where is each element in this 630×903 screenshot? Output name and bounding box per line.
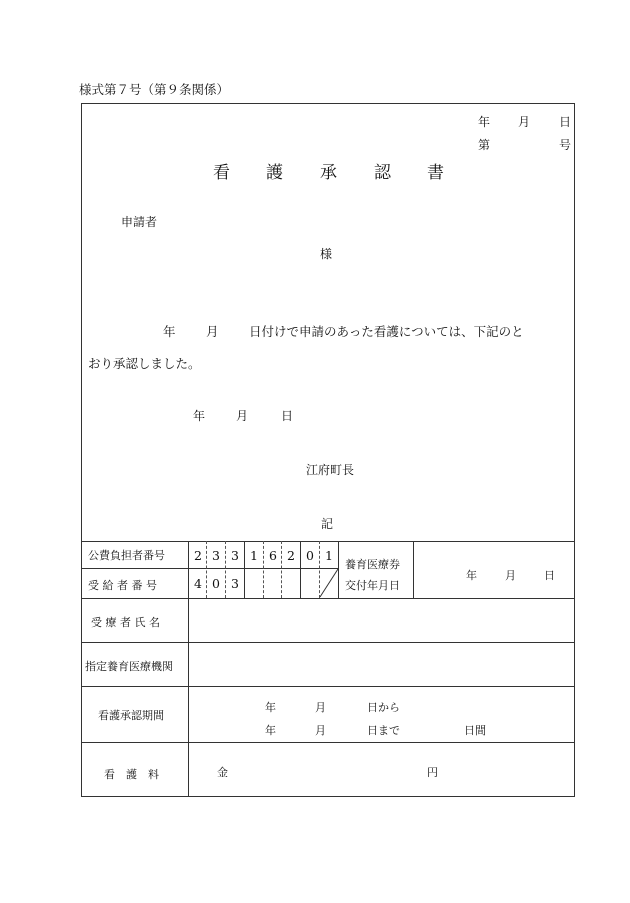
period-days: 日間 xyxy=(464,724,486,737)
recipient-digit: 0 xyxy=(212,576,220,591)
honorific: 様 xyxy=(320,247,333,261)
row-rule-1 xyxy=(81,598,575,599)
recipient-number-label: 受 給 者 番 号 xyxy=(88,579,157,592)
issue-month: 月 xyxy=(236,409,249,423)
period-from-month: 月 xyxy=(315,701,326,714)
issuer-name: 江府町長 xyxy=(306,463,355,477)
voucher-label-line1: 養育医療券 xyxy=(345,558,400,571)
payer-digit: 2 xyxy=(194,548,202,563)
header-number-suffix: 号 xyxy=(559,138,572,152)
header-number-prefix: 第 xyxy=(478,138,491,152)
body-line2: おり承認しました。 xyxy=(88,356,201,371)
body-year: 年 xyxy=(163,324,176,339)
ki-heading: 記 xyxy=(321,517,334,531)
body-month: 月 xyxy=(206,324,219,339)
form-number: 様式第７号（第９条関係） xyxy=(79,82,230,97)
period-to-month: 月 xyxy=(315,724,326,737)
voucher-year: 年 xyxy=(466,569,477,582)
document-frame xyxy=(81,103,575,797)
patient-name-label: 受 療 者 氏 名 xyxy=(91,616,160,629)
check-digit-slash xyxy=(319,568,339,598)
fee-suffix: 円 xyxy=(427,766,438,779)
fee-prefix: 金 xyxy=(217,766,228,779)
header-month: 月 xyxy=(518,115,531,129)
institution-label: 指定養育医療機関 xyxy=(85,660,173,673)
period-from-year: 年 xyxy=(265,701,276,714)
header-year: 年 xyxy=(478,115,491,129)
issue-year: 年 xyxy=(193,409,206,423)
period-from-day: 日から xyxy=(367,701,400,714)
title-char-5: 書 xyxy=(427,163,444,183)
payer-digit: 1 xyxy=(250,548,258,563)
row-rule-4 xyxy=(81,742,575,743)
voucher-month: 月 xyxy=(505,569,516,582)
body-line1: 日付けで申請のあった看護については、下記のと xyxy=(249,324,524,339)
voucher-label-end-rule xyxy=(413,541,414,598)
title-char-3: 承 xyxy=(320,163,337,183)
applicant-label: 申請者 xyxy=(121,215,158,229)
recipient-digit: 4 xyxy=(194,576,202,591)
title-char-2: 護 xyxy=(266,163,283,183)
voucher-label-line2: 交付年月日 xyxy=(345,579,400,592)
period-to-day: 日まで xyxy=(367,724,400,737)
payer-digit: 6 xyxy=(269,548,277,563)
issue-day: 日 xyxy=(281,409,294,423)
title-char-4: 認 xyxy=(374,163,391,183)
payer-digit: 1 xyxy=(325,548,333,563)
payer-digit: 2 xyxy=(287,548,295,563)
period-to-year: 年 xyxy=(265,724,276,737)
title-char-1: 看 xyxy=(213,163,230,183)
payer-number-label: 公費負担者番号 xyxy=(88,549,165,562)
row-rule-3 xyxy=(81,686,575,687)
fee-label: 看 護 料 xyxy=(104,768,159,781)
row-rule-2 xyxy=(81,642,575,643)
voucher-day: 日 xyxy=(544,569,555,582)
period-label: 看護承認期間 xyxy=(98,709,164,722)
payer-digit: 0 xyxy=(306,548,314,563)
header-day: 日 xyxy=(559,115,572,129)
table-top-rule xyxy=(81,541,575,542)
payer-digit: 3 xyxy=(212,548,220,563)
recipient-digit: 3 xyxy=(231,576,239,591)
payer-digit: 3 xyxy=(231,548,239,563)
